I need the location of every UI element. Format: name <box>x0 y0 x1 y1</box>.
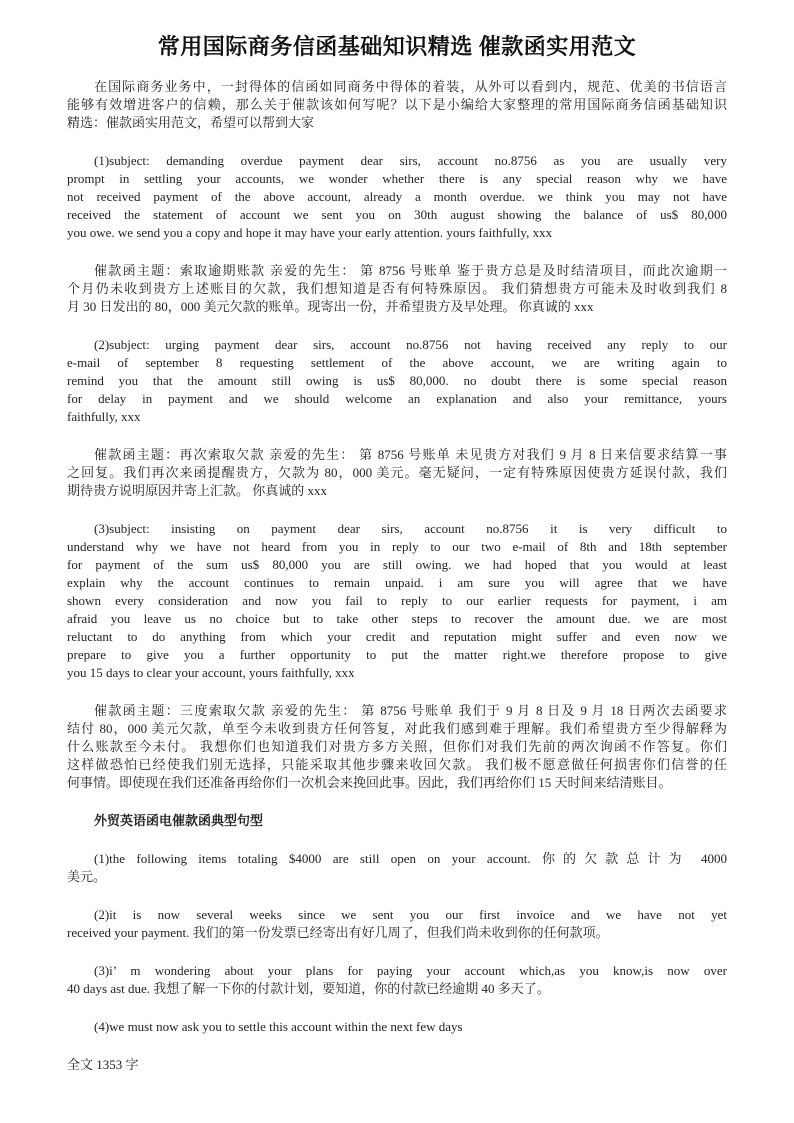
section-heading: 外贸英语函电催款函典型句型 <box>94 813 264 828</box>
text-line: explain why the account continues to remain unpaid. i am sure you will agree that we have <box>67 575 727 590</box>
text-line: 美元。 <box>67 869 107 884</box>
text-line: 月 30 日发出的 80，000 美元欠款的账单。现寄出一份，并希望贵方及早处理。 你真诚的 xxx <box>67 299 594 314</box>
paragraph <box>67 1018 727 1036</box>
paragraph <box>67 336 727 426</box>
paragraph <box>67 78 727 132</box>
text-line: 何事情。即使现在我们还准备再给你们一次机会来挽回此事。因此，我们再给你们 15 天时间来结清账目。 <box>67 775 672 790</box>
letter-paragraphs <box>67 78 727 792</box>
text-line: faithfully, xxx <box>67 409 141 424</box>
text-line: 能够有效增进客户的信赖，那么关于催款该如何写呢？以下是小编给大家整理的常用国际商务信函基础知识 <box>67 97 727 112</box>
paragraph <box>67 152 727 242</box>
text-line: understand why we have not heard from you in reply to our two e-mail of 8th and 18th september <box>67 539 727 554</box>
text-line: for payment of the sum us$ 80,000 you are still owing. we had hoped that you would at least <box>67 557 727 572</box>
text-line: you owe. we send you a copy and hope it may have your early attention. yours faithfully, xxx <box>67 225 553 240</box>
text-line: 催款函主题：再次索取欠款 亲爱的先生： 第 8756 号账单 未见贵方对我们 9 月 8 日来信要求结算一事 <box>94 447 727 462</box>
text-line: received the statement of account we sent you on 30th august showing the balance of us$ 80,000 <box>67 207 727 222</box>
text-line: (4)we must now ask you to settle this account within the next few days <box>94 1019 463 1034</box>
paragraph <box>67 906 727 942</box>
text-line: shown every consideration and now you fail to reply to our earlier requests for payment, i am <box>67 593 727 608</box>
text-line: 期待贵方说明原因并寄上汇款。 你真诚的 xxx <box>67 483 328 498</box>
text-line: (3)i’ m wondering about your plans for paying your account which,as you know,is now over <box>94 963 727 978</box>
paragraph <box>67 262 727 316</box>
text-line: 催款函主题：索取逾期账款 亲爱的先生： 第 8756 号账单 鉴于贵方总是及时结清项目，而此次逾期一 <box>94 263 727 278</box>
text-line: reluctant to do anything from which your credit and reputation might suffer and even now we <box>67 629 727 644</box>
text-line: you 15 days to clear your account, yours faithfully, xxx <box>67 665 355 680</box>
text-line: not received payment of the above account, already a month overdue. we think you may not have <box>67 189 727 204</box>
text-line: 之回复。我们再次来函提醒贵方，欠款为 80，000 美元。毫无疑问，一定有特殊原因使贵方延误付款，我们 <box>67 465 727 480</box>
text-line: received your payment. 我们的第一份发票已经寄出有好几周了，但我们尚未收到你的任何款项。 <box>67 925 609 940</box>
text-line: for delay in payment and we should welcome an explanation and also your remittance, yours <box>67 391 727 406</box>
text-line: afraid you leave us no choice but to take other steps to recover the amount due. we are most <box>67 611 727 626</box>
text-line: 精选：催款函实用范文，希望可以帮到大家 <box>67 115 315 130</box>
text-line: (3)subject: insisting on payment dear sirs, account no.8756 it is very difficult to <box>94 521 727 536</box>
word-count: 全文 1353 字 <box>67 1057 139 1072</box>
paragraph <box>67 962 727 998</box>
paragraph <box>67 520 727 682</box>
text-line: 催款函主题：三度索取欠款 亲爱的先生： 第 8756 号账单 我们于 9 月 8 日及 9 月 18 日两次去函要求 <box>94 703 727 718</box>
paragraph <box>67 446 727 500</box>
text-line: prompt in settling your accounts, we wonder whether there is any special reason why we have <box>67 171 727 186</box>
text-line: (1)subject: demanding overdue payment dear sirs, account no.8756 as you are usually very <box>94 153 727 168</box>
paragraph <box>67 702 727 792</box>
document-title: 常用国际商务信函基础知识精选 催款函实用范文 <box>157 34 637 59</box>
text-line: 40 days ast due. 我想了解一下你的付款计划，要知道，你的付款已经逾期 40 多天了。 <box>67 981 550 996</box>
text-line: (1)the following items totaling $4000 are still open on your account. 你的欠款总计为 4000 <box>94 851 727 866</box>
text-line: 这样做恐怕已经使我们别无选择，只能采取其他步骤来收回欠款。 我们极不愿意做任何损害你们信誉的任 <box>67 757 727 772</box>
text-line: prepare to give you a further opportunity to put the matter right.we therefore propose to give <box>67 647 727 662</box>
text-line: 什么账款至今未付。 我想你们也知道我们对贵方多方关照，但你们对我们先前的两次询函不作答复。你们 <box>67 739 727 754</box>
text-line: remind you that the amount still owing is us$ 80,000. no doubt there is some special reason <box>67 373 727 388</box>
text-line: (2)it is now several weeks since we sent you our first invoice and we have not yet <box>94 907 727 922</box>
paragraph <box>67 850 727 886</box>
typical-sentences <box>67 850 727 1036</box>
text-line: (2)subject: urging payment dear sirs, account no.8756 not having received any reply to our <box>94 337 727 352</box>
document-body <box>67 78 727 1074</box>
text-line: 在国际商务业务中，一封得体的信函如同商务中得体的着装，从外可以看到内，规范、优美的书信语言 <box>94 79 727 94</box>
text-line: 结付 80，000 美元欠款，单至今未收到贵方任何答复，对此我们感到难于理解。我们希望贵方至少得解释为 <box>67 721 727 736</box>
text-line: 个月仍未收到贵方上述账目的欠款，我们想知道是否有何特殊原因。 我们猜想贵方可能未及时收到我们 8 <box>67 281 727 296</box>
text-line: e-mail of september 8 requesting settlement of the above account, we are writing again to <box>67 355 727 370</box>
